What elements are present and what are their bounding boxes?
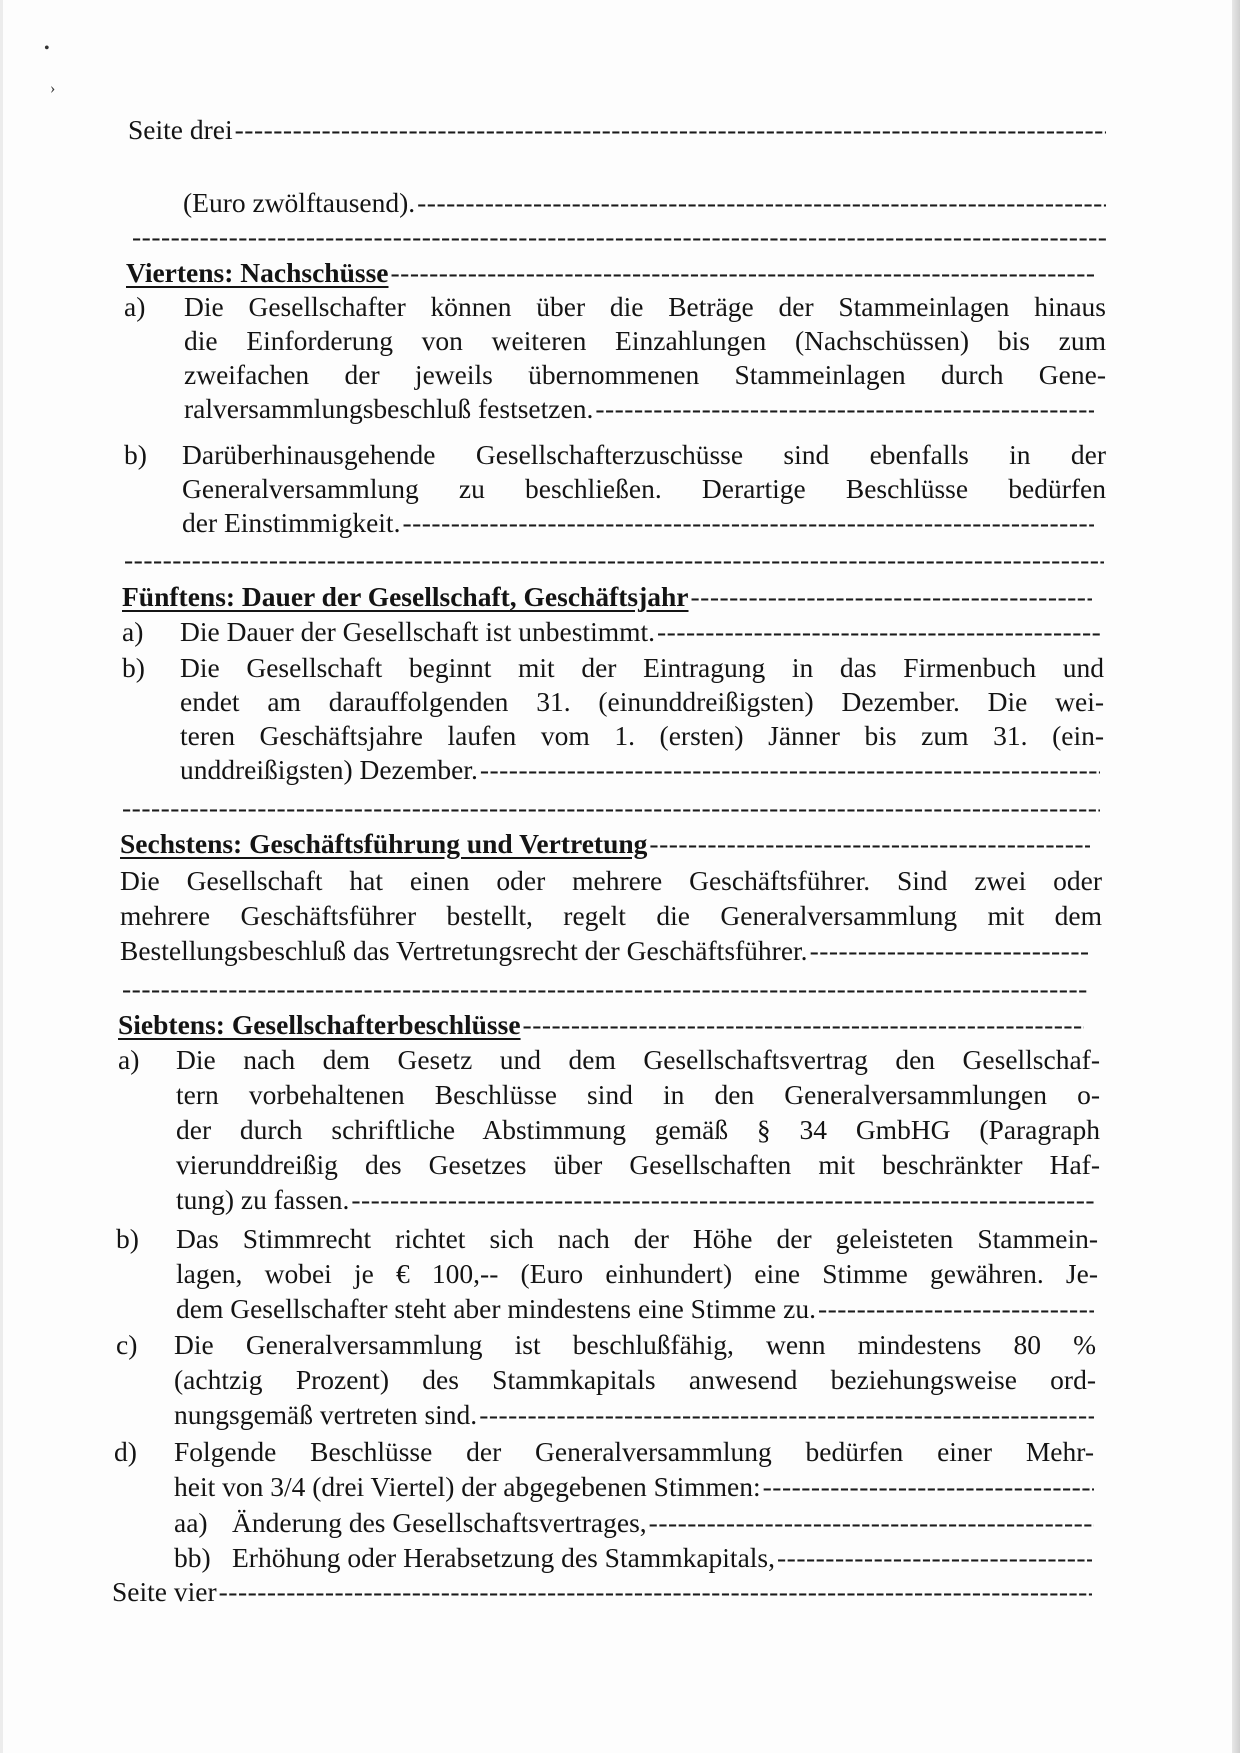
item-text: nungsgemäß vertreten sind. [174,1399,478,1430]
item-text-line [184,392,1094,426]
section-heading [120,827,1090,861]
item-text-line [180,753,1100,787]
item-marker: a) [122,616,144,647]
item-text-line [174,1398,1094,1432]
item-marker: b) [116,1223,139,1254]
item-text: Darüberhinausgehende Gesellschafterzuschüsse sind ebenfalls in der [182,439,1106,470]
paragraph-line [120,934,1088,968]
section-heading [126,256,1094,290]
header-label: Seite drei [128,114,233,145]
item-text: ralversammlungsbeschluß festsetzen. [184,393,594,424]
section-heading [122,580,1092,614]
separator-line [122,543,1104,577]
item-marker: c) [116,1329,138,1360]
item-text-line [182,506,1094,540]
item-text: tern vorbehaltenen Beschlüsse sind in den Generalversammlungen o- [176,1079,1100,1110]
item-text: vierunddreißig des Gesetzes über Gesellschaften mit beschränkter Haf- [176,1149,1100,1180]
item-text: der Einstimmigkeit. [182,507,401,538]
item-text: tung) zu fassen. [176,1184,350,1215]
item-marker: a) [118,1044,140,1075]
item-text: (achtzig Prozent) des Stammkapitals anwesend beziehungsweise ord- [174,1364,1096,1395]
item-text-line [180,615,1100,649]
subitem-line [232,1541,1092,1575]
item-text: Die Dauer der Gesellschaft ist unbestimmt. [180,616,656,647]
item-text: die Einforderung von weiteren Einzahlungen (Nachschüssen) bis zum [184,325,1106,356]
item-text-line [176,1183,1094,1217]
item-text: Das Stimmrecht richtet sich nach der Höhe der geleisteten Stammein- [176,1223,1098,1254]
separator-line [120,791,1100,825]
paragraph-text: Bestellungsbeschluß das Vertretungsrecht der Geschäftsführer. [120,935,808,966]
page-header [128,113,1106,147]
subitem-text: Erhöhung oder Herabsetzung des Stammkapitals, [232,1542,775,1573]
item-text: Die Generalversammlung ist beschlußfähig, wenn mindestens 80 % [174,1329,1096,1360]
subitem-marker: bb) [174,1542,211,1573]
paragraph-text: Die Gesellschaft hat einen oder mehrere Geschäftsführer. Sind zwei oder [120,865,1102,896]
item-marker: a) [124,291,146,322]
scan-speck: • [44,40,50,57]
subitem-marker: aa) [174,1507,208,1538]
item-marker: d) [114,1436,137,1467]
item-text: Die Gesellschaft beginnt mit der Eintragung in das Firmenbuch und [180,652,1104,683]
item-text-line [174,1470,1094,1504]
item-text: unddreißigsten) Dezember. [180,754,478,785]
paragraph-text: mehrere Geschäftsführer bestellt, regelt die Generalversammlung mit dem [120,900,1102,931]
section-title: Siebtens: Gesellschafterbeschlüsse [118,1009,521,1040]
item-marker: b) [124,439,147,470]
item-text: Generalversammlung zu beschließen. Derartige Beschlüsse bedürfen [182,473,1106,504]
section-heading [118,1008,1084,1042]
item-text: endet am darauffolgenden 31. (einunddreißigsten) Dezember. Die wei- [180,686,1104,717]
item-text: Die nach dem Gesetz und dem Gesellschaftsvertrag den Gesellschaf- [176,1044,1100,1075]
item-text: der durch schriftliche Abstimmung gemäß § 34 GmbHG (Paragraph [176,1114,1100,1145]
separator-line [130,220,1106,254]
scan-speck: › [50,80,56,97]
item-text: zweifachen der jeweils übernommenen Stammeinlagen durch Gene- [184,359,1106,390]
section-title: Viertens: Nachschüsse [126,257,389,288]
subitem-line [232,1506,1094,1540]
item-text: Die Gesellschafter können über die Beträge der Stammeinlagen hinaus [184,291,1106,322]
footer-label: Seite vier [112,1576,217,1607]
section-title: Sechstens: Geschäftsführung und Vertretung [120,828,648,859]
page-footer [112,1575,1092,1609]
item-text: heit von 3/4 (drei Viertel) der abgegebenen Stimmen: [174,1471,761,1502]
item-text: Folgende Beschlüsse der Generalversammlung bedürfen einer Mehr- [174,1436,1094,1467]
intro-line [183,186,1106,220]
subitem-text: Änderung des Gesellschaftsvertrages, [232,1507,647,1538]
scan-edge-left [0,0,3,1753]
section-title: Fünftens: Dauer der Gesellschaft, Geschäftsjahr [122,581,689,612]
intro-text: (Euro zwölftausend). [183,187,416,218]
scan-edge-right [1232,0,1240,1753]
item-text: lagen, wobei je € 100,-- (Euro einhundert) eine Stimme gewähren. Je- [176,1258,1098,1289]
separator-line [120,972,1088,1006]
item-text-line [176,1292,1094,1326]
item-text: teren Geschäftsjahre laufen vom 1. (ersten) Jänner bis zum 31. (ein- [180,720,1104,751]
item-marker: b) [122,652,145,683]
item-text: dem Gesellschafter steht aber mindestens eine Stimme zu. [176,1293,816,1324]
